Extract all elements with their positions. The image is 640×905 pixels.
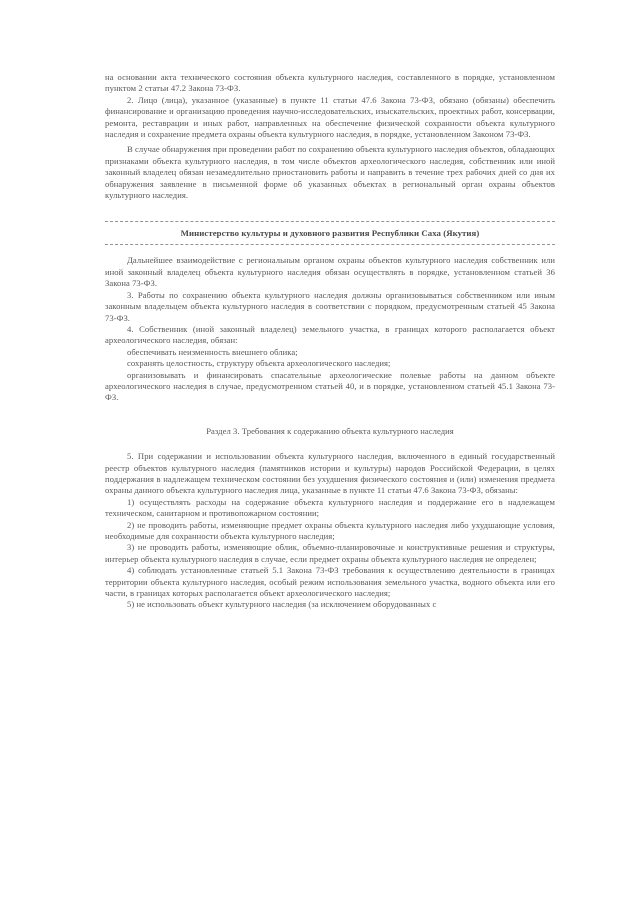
section-heading: Раздел 3. Требования к содержанию объекта культурного наследия bbox=[206, 425, 454, 436]
paragraph-10: 5. При содержании и использовании объекта культурного наследия, включенного в единый государственный реестр объектов культурного наследия (памятников истории и культуры) народов Российской Федерации, в целях поддержания в надлежащем техническом состоянии без ухудшения физического состояния и (или) изменения предмета охраны данного объекта культурного наследия лица, указанные в пункте 11 статьи 47.6 Закона 73-ФЗ, обязаны: bbox=[105, 451, 555, 496]
paragraph-3: В случае обнаружения при проведении работ по сохранению объекта культурного наследия объектов, обладающих признаками объекта культурного наследия, в том числе объектов археологического наследия, собственник или иной законный владелец обязан незамедлительно приостановить работы и направить в течение трех рабочих дней со дня их обнаружения заявление в письменной форме об указанных объектах в региональный орган охраны объектов культурного наследия. bbox=[105, 144, 555, 201]
paragraph-7: обеспечивать неизменность внешнего облика; bbox=[127, 346, 298, 357]
paragraph-5: 3. Работы по сохранению объекта культурного наследия должны организовываться собственником или иным законным владельцем объекта культурного наследия в соответствии с порядком, предусмотренным статьей 45 Закона 73-ФЗ. bbox=[105, 289, 555, 323]
paragraph-9: организовывать и финансировать спасательные археологические полевые работы на данном объекте археологического наследия в случае, предусмотренном статьей 40, и в порядке, установленном статьей 45.1 Закона 73-ФЗ. bbox=[105, 369, 555, 403]
paragraph-12: 2) не проводить работы, изменяющие предмет охраны объекта культурного наследия либо ухудшающие условия, необходимые для сохранности объекта культурного наследия; bbox=[105, 519, 555, 541]
paragraph-1: на основании акта технического состояния объекта культурного наследия, составленного в порядке, установленном пунктом 2 статьи 47.2 Закона 73-ФЗ. bbox=[105, 72, 555, 94]
stamp-text: Министерство культуры и духовного развития Республики Саха (Якутия) bbox=[180, 227, 480, 238]
ministry-stamp bbox=[105, 221, 555, 245]
paragraph-15: 5) не использовать объект культурного наследия (за исключением оборудованных с bbox=[127, 599, 437, 610]
paragraph-4: Дальнейшее взаимодействие с региональным органом охраны объектов культурного наследия собственник или иной законный владелец объекта культурного наследия обязан осуществлять в порядке, установленном статьей 36 Закона 73-ФЗ. bbox=[105, 255, 555, 289]
paragraph-8: сохранять целостность, структуру объекта археологического наследия; bbox=[127, 358, 391, 369]
paragraph-13: 3) не проводить работы, изменяющие облик, объемно-планировочные и конструктивные решения и структуры, интерьер объекта культурного наследия в случае, если предмет охраны объекта культурного наследия не определен; bbox=[105, 542, 555, 564]
paragraph-14: 4) соблюдать установленные статьей 5.1 Закона 73-ФЗ требования к осуществлению деятельности в границах территории объекта культурного наследия, особый режим использования земельного участка, водного объекта или его части, в границах которых располагается объект археологического наследия; bbox=[105, 565, 555, 599]
document-body bbox=[105, 72, 555, 611]
paragraph-11: 1) осуществлять расходы на содержание объекта культурного наследия и поддержание его в надлежащем техническом, санитарном и противопожарном состоянии; bbox=[105, 496, 555, 519]
paragraph-2: 2. Лицо (лица), указанное (указанные) в пункте 11 статьи 47.6 Закона 73-ФЗ, обязано (обязаны) обеспечить финансирование и организацию проведения научно-исследовательских, изыскательских, проектных работ, консервации, ремонта, реставрации и иных работ, направленных на обеспечение физической сохранности объекта культурного наследия и сохранение предмета охраны объекта культурного наследия, в порядке, установленном Законом 73-ФЗ. bbox=[105, 94, 555, 140]
paragraph-6: 4. Собственник (иной законный владелец) земельного участка, в границах которого располагается объект археологического наследия, обязан: bbox=[105, 323, 555, 346]
